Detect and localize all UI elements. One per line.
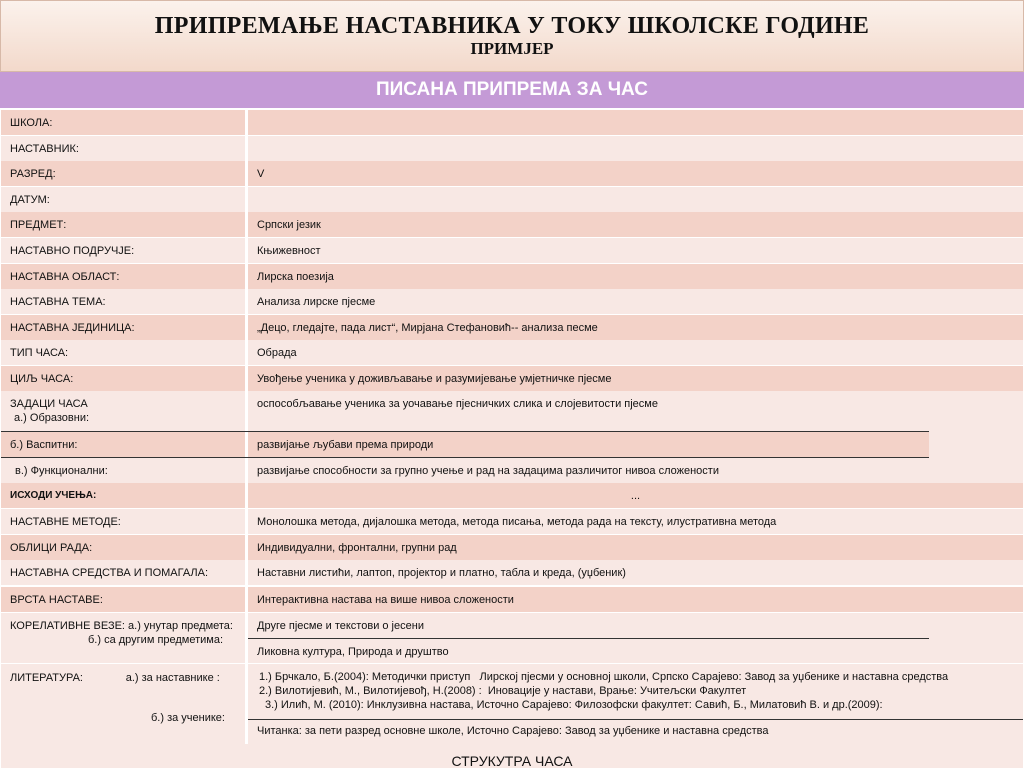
lesson-type-label: ТИП ЧАСА: bbox=[1, 340, 245, 365]
teacher-label: НАСТАВНИК: bbox=[1, 136, 245, 161]
literature-label-b: б.) за ученике: bbox=[151, 712, 225, 724]
lesson-type-value: Обрада bbox=[248, 340, 1023, 365]
literature-label-cell bbox=[1, 664, 245, 744]
methods-label: НАСТАВНЕ МЕТОДЕ: bbox=[1, 509, 245, 534]
table-row-lesson-type bbox=[0, 340, 1024, 365]
correlation-label-b: б.) са другим предметима: bbox=[88, 634, 224, 646]
literature-student-value: Читанка: за пети разред основне школе, Источно Сарајево: Завод за уџбенике и наставна средства bbox=[248, 720, 1023, 744]
tasks-edu-value: оспособљавање ученика за уочавање пјесничких слика и слојевитости пјесме bbox=[248, 391, 1023, 483]
means-value: Наставни листићи, лаптоп, пројектор и платно, табла и креда, (уџбеник) bbox=[248, 560, 1023, 585]
tasks-edu-label: а.) Образовни: bbox=[14, 412, 90, 424]
kind-label: ВРСТА НАСТАВЕ: bbox=[1, 587, 245, 612]
table-row-forms bbox=[0, 535, 1024, 560]
date-label: ДАТУМ: bbox=[1, 187, 245, 212]
correlation-value-a: Друге пјесме и текстови о јесени bbox=[248, 613, 929, 637]
literature-label-a: ЛИТЕРАТУРА: а.) за наставнике : bbox=[10, 672, 220, 684]
table-row-teacher bbox=[0, 136, 1024, 161]
tasks-func-value: развијање способности за групно учење и рад на задацима различитог нивоа сложености bbox=[248, 458, 1023, 483]
grade-value: V bbox=[248, 161, 1023, 186]
school-value bbox=[248, 110, 1023, 135]
table-row-subject bbox=[0, 212, 1024, 237]
tasks-label-cell bbox=[1, 391, 245, 431]
table-row-outcomes bbox=[0, 483, 1024, 508]
table-row-literature bbox=[0, 664, 1024, 744]
table-row-date bbox=[0, 187, 1024, 212]
topic-label: НАСТАВНА ТЕМА: bbox=[1, 289, 245, 314]
table-row-kind bbox=[0, 587, 1024, 612]
tasks-up-value: развијање љубави према природи bbox=[248, 432, 929, 457]
teacher-value bbox=[248, 136, 1023, 161]
page-title: ПРИПРЕМАЊЕ НАСТАВНИКА У ТОКУ ШКОЛСКЕ ГОДИНЕ bbox=[154, 13, 870, 39]
subject-value: Српски језик bbox=[248, 212, 1023, 237]
goal-value: Увођење ученика у доживљавање и разумијевање умјетничке пјесме bbox=[248, 366, 1023, 391]
goal-label: ЦИЉ ЧАСА: bbox=[1, 366, 245, 391]
unit-label: НАСТАВНА ЈЕДИНИЦА: bbox=[1, 315, 245, 340]
table-row-area bbox=[0, 264, 1024, 289]
area-label: НАСТАВНА ОБЛАСТ: bbox=[1, 264, 245, 289]
table-row-field bbox=[0, 238, 1024, 263]
table-row-topic bbox=[0, 289, 1024, 314]
outcomes-label: ИСХОДИ УЧЕЊА: bbox=[1, 483, 245, 508]
literature-item: 3.) Илић, М. (2010): Инклузивна настава, Источно Сарајево: Филозофски факултет: Савић, Б., Милатовић В. и др.(2009): bbox=[265, 699, 883, 711]
correlation-value-b: Ликовна култура, Природа и друштво bbox=[248, 639, 929, 663]
area-value: Лирска поезија bbox=[248, 264, 1023, 289]
date-value bbox=[248, 187, 1023, 212]
subject-label: ПРЕДМЕТ: bbox=[1, 212, 245, 237]
table-row-unit bbox=[0, 315, 1024, 340]
table-row-tasks bbox=[0, 391, 1024, 483]
title-banner bbox=[0, 0, 1024, 72]
table-row-methods bbox=[0, 509, 1024, 534]
means-label: НАСТАВНА СРЕДСТВА И ПОМАГАЛА: bbox=[1, 560, 245, 585]
unit-value: „Децо, гледајте, пада лист“, Мирјана Стефановић-- анализа песме bbox=[248, 315, 1023, 340]
table-row-grade bbox=[0, 161, 1024, 186]
page-subtitle: ПРИМЈЕР bbox=[470, 39, 554, 58]
section-header: ПИСАНА ПРИПРЕМА ЗА ЧАС bbox=[0, 72, 1024, 108]
tasks-up-label: б.) Васпитни: bbox=[1, 432, 245, 457]
table-row-correlation bbox=[0, 613, 1024, 663]
forms-value: Индивидуални, фронтални, групни рад bbox=[248, 535, 1023, 560]
methods-value: Монолошка метода, дијалошка метода, метода писања, метода рада на тексту, илустративна метода bbox=[248, 509, 1023, 534]
field-value: Књижевност bbox=[248, 238, 1023, 263]
topic-value: Анализа лирске пјесме bbox=[248, 289, 1023, 314]
table-row-means bbox=[0, 560, 1024, 585]
literature-item: 2.) Вилотијевић, М., Вилотијевођ, Н.(2008) : Иновације у настави, Врање: Учитељски Факултет bbox=[259, 685, 747, 697]
forms-label: ОБЛИЦИ РАДА: bbox=[1, 535, 245, 560]
field-label: НАСТАВНО ПОДРУЧЈЕ: bbox=[1, 238, 245, 263]
row-divider bbox=[1, 431, 929, 432]
literature-item: 1.) Брчкало, Б.(2004): Методички приступ Лирској пјесми у основној школи, Српско Сарајево: Завод за уџбенике и наставна средства bbox=[259, 671, 949, 683]
structure-heading: СТРУКУТРА ЧАСА bbox=[1, 744, 1023, 768]
school-label: ШКОЛА: bbox=[1, 110, 245, 135]
table-row-school bbox=[0, 110, 1024, 135]
kind-value: Интерактивна настава на више нивоа сложености bbox=[248, 587, 1023, 612]
table-row-goal bbox=[0, 366, 1024, 391]
grade-label: РАЗРЕД: bbox=[1, 161, 245, 186]
correlation-label-a: КОРЕЛАТИВНЕ ВЕЗЕ: а.) унутар предмета: bbox=[10, 620, 233, 632]
tasks-label: ЗАДАЦИ ЧАСА bbox=[10, 398, 88, 410]
outcomes-value: ... bbox=[248, 483, 1023, 508]
literature-teacher-list bbox=[248, 664, 1023, 719]
tasks-func-label: в.) Функционални: bbox=[1, 458, 245, 483]
correlation-label-cell bbox=[1, 613, 245, 663]
